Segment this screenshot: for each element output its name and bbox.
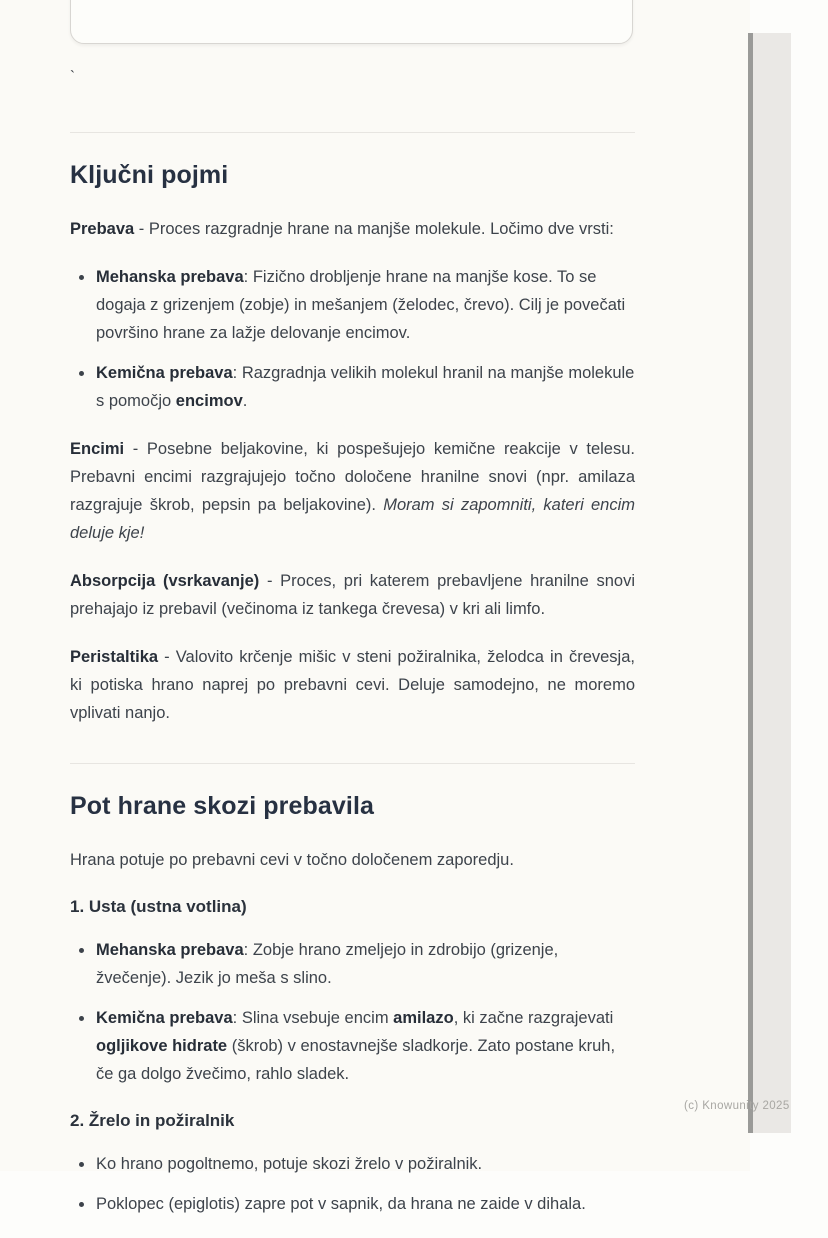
list-item-mehanska-prebava	[95, 263, 635, 347]
term-mehanska-prebava: Mehanska prebava	[96, 941, 244, 959]
step1-list	[70, 936, 635, 1088]
paragraph-text: - Proces, pri katerem prebavljene hranilne snovi prehajajo iz prebavil (večinoma iz tankega črevesa) v kri ali limfo.	[70, 572, 635, 618]
paragraph-text: - Proces razgradnje hrane na manjše molekule. Ločimo dve vrsti:	[134, 220, 614, 238]
backtick-text: `	[70, 68, 75, 85]
term-absorpcija: Absorpcija (vsrkavanje)	[70, 572, 260, 590]
section-title-food-path: Pot hrane skozi prebavila	[70, 792, 374, 820]
paragraph-food-path-intro: Hrana potuje po prebavni cevi v točno določenem zaporedju.	[70, 851, 514, 869]
paragraph-absorpcija	[70, 567, 635, 623]
term-encimov: encimov	[175, 392, 243, 410]
list-item-pogoltnemo: • Ko hrano pogoltnemo, potuje skozi žrelo v požiralnik.	[95, 1150, 635, 1178]
list-item-text: : Slina vsebuje encim	[232, 1009, 394, 1027]
list-item-text: , ki začne razgrajevati	[453, 1009, 614, 1027]
divider	[70, 132, 635, 133]
step-title-usta: 1. Usta (ustna votlina)	[70, 897, 247, 916]
list-item-kemicna-prebava	[95, 359, 635, 415]
list-item-text: .	[242, 392, 248, 410]
term-kemicna-prebava: Kemična prebava	[96, 1009, 233, 1027]
list-item-text: : Razgradnja velikih molekul hranil na manjše molekule s pomočjo	[96, 364, 635, 410]
paragraph-encimi	[70, 435, 635, 547]
section-title-key-terms: Ključni pojmi	[70, 161, 229, 189]
list-item-mehanska-usta	[95, 936, 635, 992]
divider	[70, 763, 635, 764]
list-item-text: (škrob) v enostavnejše sladkorje. Zato postane kruh, če ga dolgo žvečimo, rahlo sladek.	[96, 1037, 616, 1083]
key-terms-list	[70, 263, 635, 415]
paragraph-peristaltika	[70, 643, 635, 727]
list-item-text: : Zobje hrano zmeljejo in zdrobijo (grizenje, žvečenje). Jezik jo meša s slino.	[96, 941, 559, 987]
document-content	[70, 0, 635, 1238]
term-amilazo: amilazo	[393, 1009, 454, 1027]
term-kemicna-prebava: Kemična prebava	[96, 364, 233, 382]
term-ogljikove-hidrate: ogljikove hidrate	[96, 1037, 228, 1055]
list-item-text: : Fizično drobljenje hrane na manjše kose. To se dogaja z grizenjem (zobje) in mešanjem (želodec, črevo). Cilj je povečati površino hrane za lažje delovanje encimov.	[96, 268, 626, 342]
term-mehanska-prebava: Mehanska prebava	[96, 268, 244, 286]
note-italic: Moram si zapomniti, kateri encim deluje kje!	[70, 496, 636, 542]
list-item-kemicna-usta	[95, 1004, 635, 1088]
paragraph-text: - Posebne beljakovine, ki pospešujejo kemične reakcije v telesu. Prebavni encimi razgrajujejo točno določene hranilne snovi (npr. amilaza razgrajuje škrob, pepsin pa beljakovine).	[70, 440, 635, 514]
term-peristaltika: Peristaltika	[70, 648, 159, 666]
term-prebava: Prebava	[70, 220, 135, 238]
watermark: (c) Knowunity 2025	[684, 1100, 790, 1112]
list-item-poklopec: • Poklopec (epiglotis) zapre pot v sapnik, da hrana ne zaide v dihala.	[95, 1190, 635, 1218]
paragraph-text: - Valovito krčenje mišic v steni požiralnika, želodca in črevesja, ki potiska hrano naprej po prebavni cevi. Deluje samodejno, ne moremo vplivati nanjo.	[70, 648, 635, 722]
step-title-zrelo: 2. Žrelo in požiralnik	[70, 1111, 235, 1130]
term-encimi: Encimi	[70, 440, 125, 458]
paragraph-prebava	[70, 215, 635, 243]
step2-list	[70, 1150, 635, 1218]
scrollbar-track[interactable]	[748, 33, 791, 1133]
